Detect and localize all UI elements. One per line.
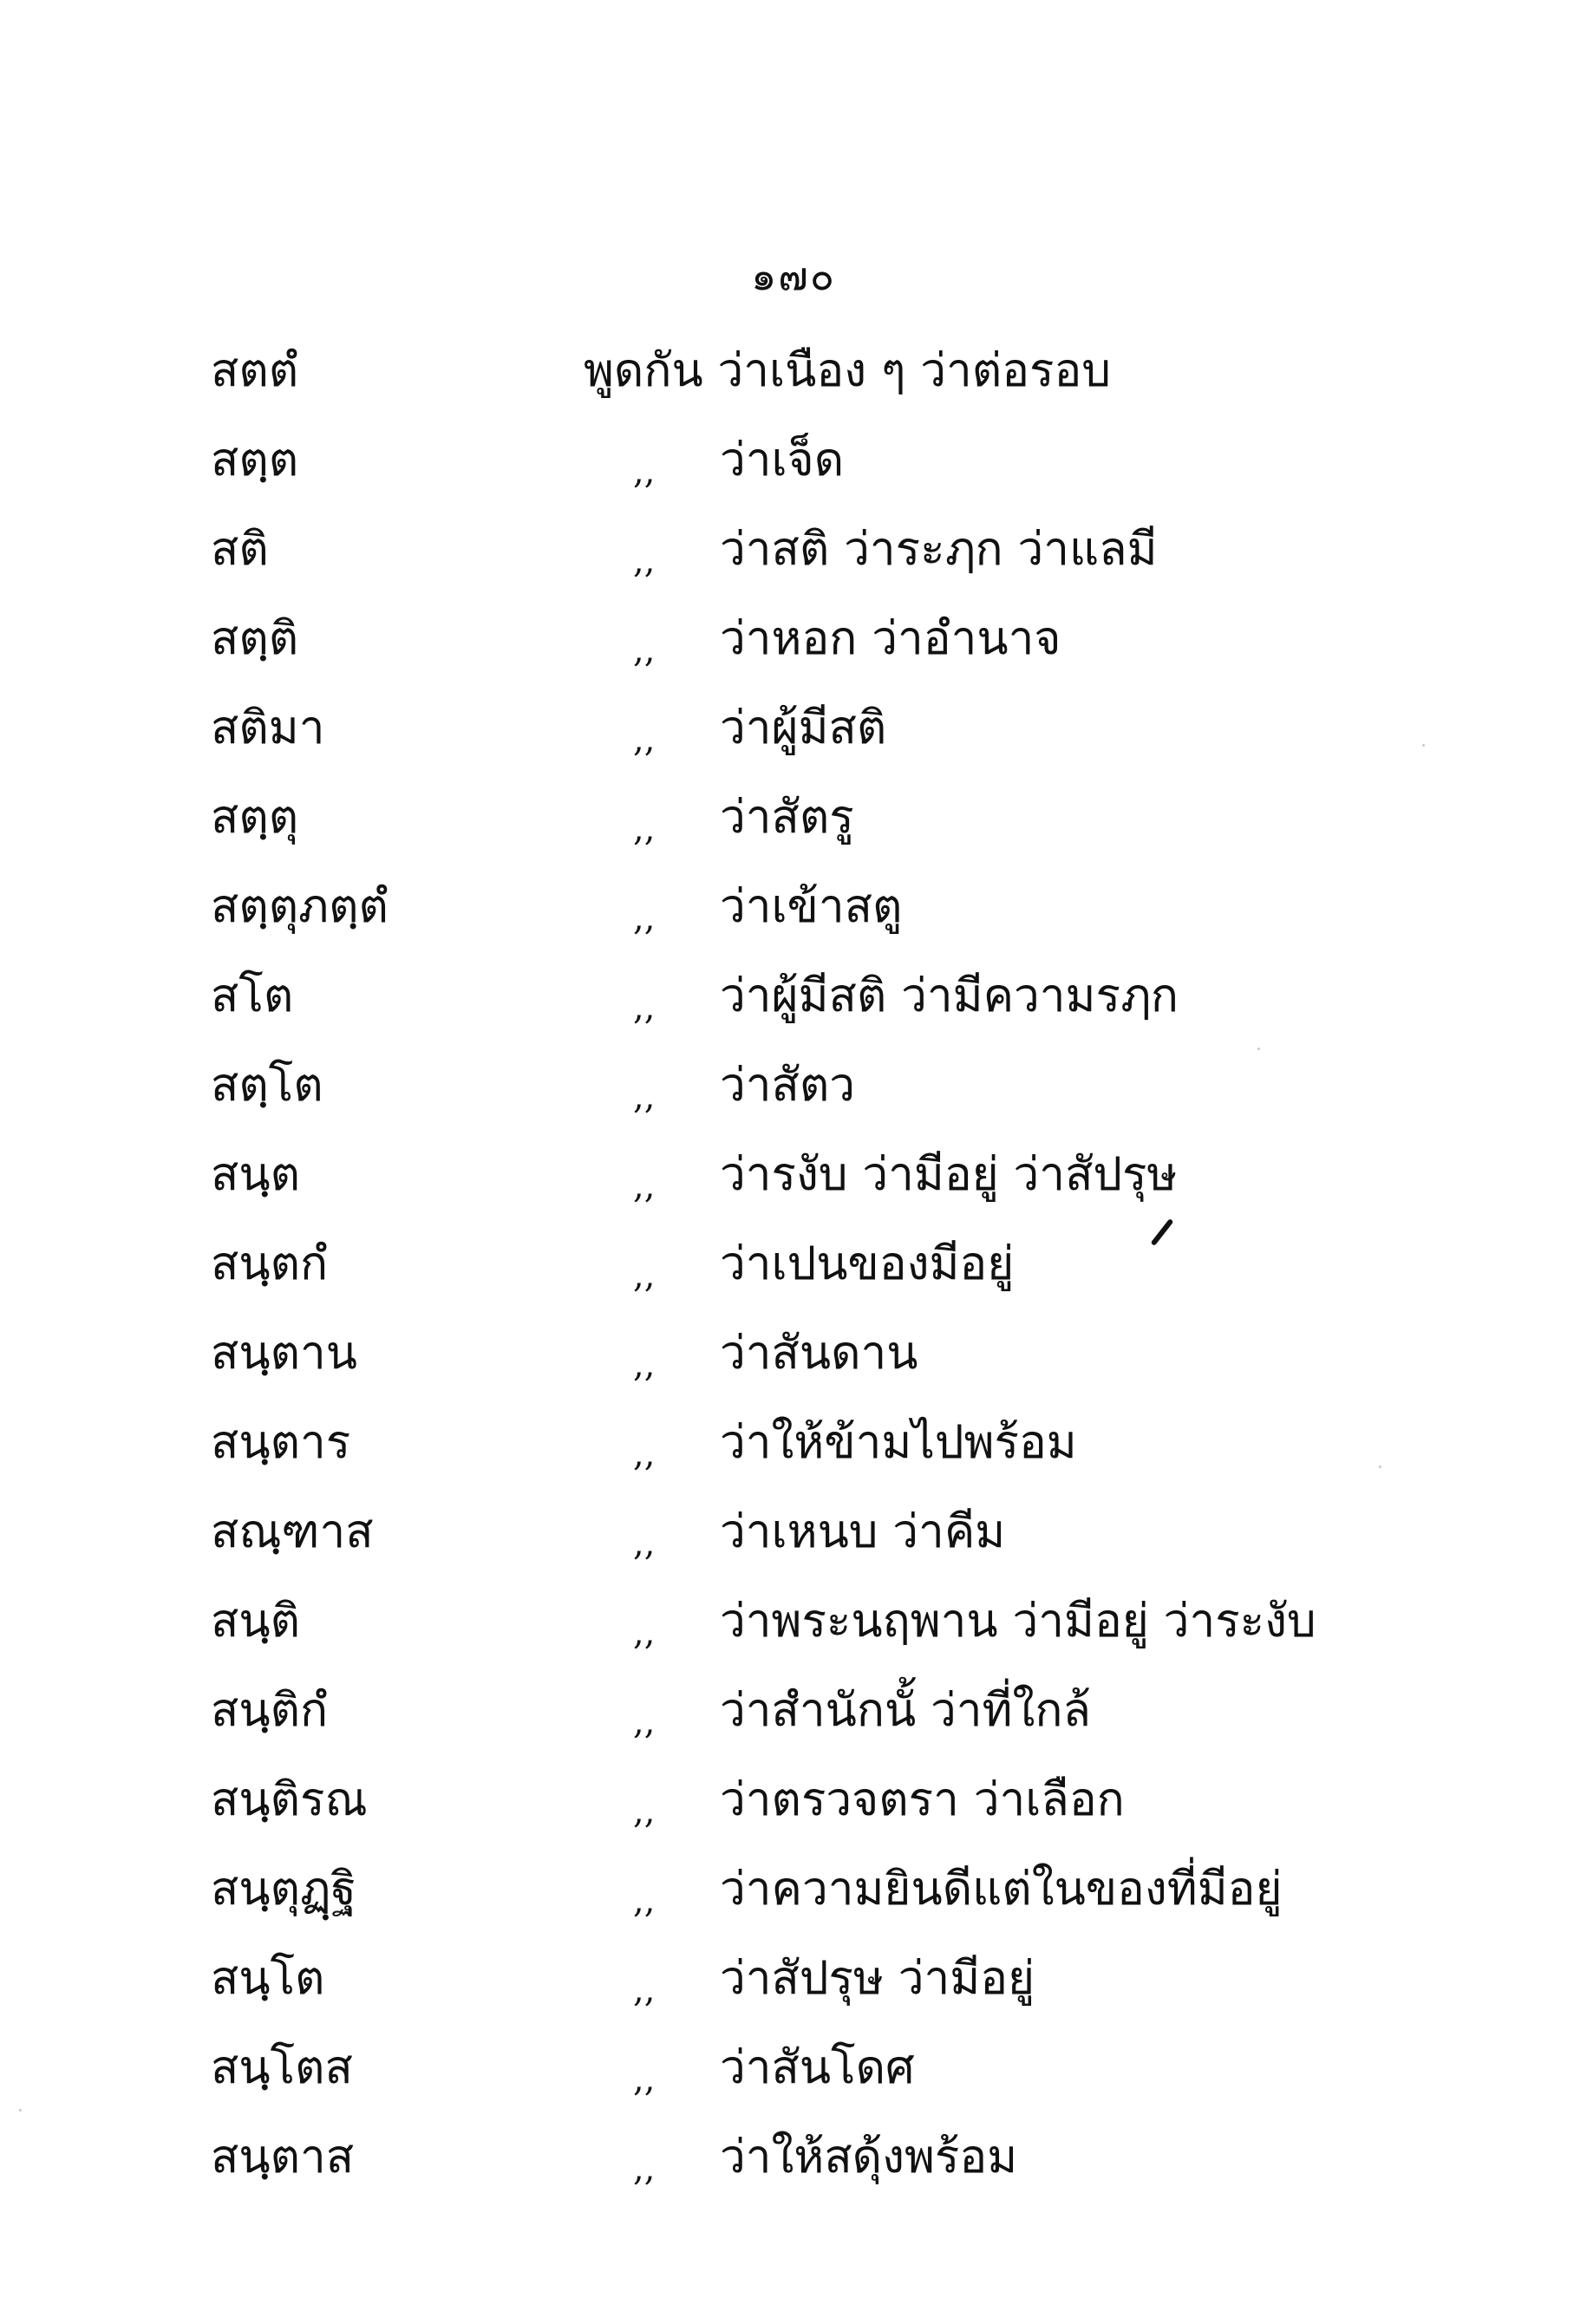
entry-term: สนฺโต	[211, 1952, 325, 2005]
entry-definition: ว่าความยินดีแต่ในของที่มีอยู่	[720, 1863, 1283, 1916]
page-number: ๑๗๐	[751, 252, 836, 299]
entry-definition: ว่าสติ ว่าระฦก ว่าแลมี	[720, 523, 1158, 576]
ditto-mark: ,,	[633, 2060, 656, 2099]
dictionary-entry	[0, 1309, 1587, 1398]
dictionary-entry	[0, 1041, 1587, 1130]
scan-speck	[1422, 744, 1425, 747]
ditto-mark: ,,	[633, 1077, 656, 1117]
entry-definition: ว่าพระนฤพาน ว่ามีอยู่ ว่าระงับ	[720, 1595, 1316, 1648]
entry-term: สตฺตุภตฺตํ	[211, 880, 389, 933]
entry-term: สตฺตุ	[211, 791, 299, 844]
dictionary-entry	[0, 951, 1587, 1041]
entry-term: สนฺตาส	[211, 2131, 355, 2184]
dictionary-entry	[0, 1666, 1587, 1755]
entry-definition: ว่าสัตรู	[720, 791, 854, 844]
entry-definition: ว่าผู้มีสติ	[720, 702, 887, 754]
ditto-mark: ,,	[633, 1970, 656, 2010]
dictionary-entry	[0, 1844, 1587, 1934]
ditto-mark: ,,	[633, 809, 656, 849]
entry-term: สณฺฑาส	[211, 1505, 374, 1558]
scan-speck	[19, 2109, 22, 2112]
dictionary-entry	[0, 773, 1587, 862]
entry-term: สโต	[211, 969, 294, 1022]
ditto-mark: ,,	[633, 1881, 656, 1921]
entry-definition: พูดกัน ว่าเนือง ๆ ว่าต่อรอบ	[584, 344, 1111, 397]
entry-definition: ว่าเหนบ ว่าคีม	[720, 1505, 1006, 1558]
entry-definition: ว่าสัตว	[720, 1059, 856, 1112]
ditto-mark: ,,	[633, 541, 656, 581]
entry-term: สตฺโต	[211, 1059, 323, 1112]
entry-definition: ว่าสันโดศ	[720, 2041, 915, 2094]
ditto-mark: ,,	[633, 898, 656, 938]
ditto-mark: ,,	[633, 1256, 656, 1296]
dictionary-entry	[0, 683, 1587, 773]
dictionary-entry	[0, 2112, 1587, 2202]
ditto-mark: ,,	[633, 1702, 656, 1742]
ditto-mark: ,,	[633, 1345, 656, 1385]
ditto-mark: ,,	[633, 2149, 656, 2189]
ditto-mark: ,,	[633, 1166, 656, 1206]
dictionary-entry	[0, 415, 1587, 505]
dictionary-entry	[0, 594, 1587, 683]
ditto-mark: ,,	[633, 1524, 656, 1563]
dictionary-entry	[0, 1398, 1587, 1487]
dictionary-entry	[0, 1577, 1587, 1666]
ditto-mark: ,,	[633, 988, 656, 1028]
entry-term: สนฺติรณ	[211, 1773, 368, 1826]
dictionary-entry	[0, 1755, 1587, 1844]
dictionary-entry	[0, 1487, 1587, 1577]
entry-definition: ว่าเปนของมีอยู่	[720, 1237, 1015, 1290]
entry-definition: ว่าสัปรุษ ว่ามีอยู่	[720, 1952, 1035, 2005]
scan-speck	[1257, 1048, 1260, 1050]
ditto-mark: ,,	[633, 452, 656, 492]
dictionary-entry	[0, 1934, 1587, 2023]
entry-term: สติมา	[211, 702, 325, 754]
scan-speck	[1379, 1466, 1381, 1468]
entry-term: สนฺโตส	[211, 2041, 353, 2094]
entry-list	[0, 326, 1587, 2202]
entry-term: สนฺตาน	[211, 1327, 357, 1380]
entry-definition: ว่าให้ข้ามไปพร้อม	[720, 1416, 1077, 1469]
entry-definition: ว่าเข้าสตู	[720, 880, 903, 933]
entry-term: สตฺต	[211, 434, 299, 486]
entry-definition: ว่าตรวจตรา ว่าเลือก	[720, 1773, 1125, 1826]
entry-term: สติ	[211, 523, 269, 576]
entry-term: สตฺติ	[211, 612, 299, 665]
dictionary-entry	[0, 1219, 1587, 1309]
dictionary-entry	[0, 1130, 1587, 1219]
entry-definition: ว่าหอก ว่าอำนาจ	[720, 612, 1061, 665]
ditto-mark: ,,	[633, 720, 656, 760]
entry-term: สตตํ	[211, 344, 299, 397]
entry-term: สนฺตกํ	[211, 1237, 329, 1290]
entry-definition: ว่าผู้มีสติ ว่ามีความรฦก	[720, 969, 1179, 1022]
ditto-mark: ,,	[633, 1434, 656, 1474]
ditto-mark: ,,	[633, 1613, 656, 1653]
entry-definition: ว่าสำนักนั้ ว่าที่ใกล้	[720, 1684, 1091, 1737]
dictionary-entry	[0, 326, 1587, 415]
entry-term: สนฺติ	[211, 1595, 300, 1648]
entry-definition: ว่าสันดาน	[720, 1327, 918, 1380]
entry-definition: ว่าให้สดุ้งพร้อม	[720, 2131, 1018, 2184]
entry-term: สนฺต	[211, 1148, 300, 1201]
dictionary-entry	[0, 862, 1587, 951]
entry-term: สนฺติกํ	[211, 1684, 329, 1737]
ditto-mark: ,,	[633, 630, 656, 670]
entry-term: สนฺตุฏฺฐิ	[211, 1863, 356, 1916]
entry-term: สนฺตาร	[211, 1416, 351, 1469]
dictionary-entry	[0, 2023, 1587, 2112]
entry-definition: ว่ารงับ ว่ามีอยู่ ว่าสัปรุษ	[720, 1148, 1178, 1201]
ditto-mark: ,,	[633, 1792, 656, 1831]
dictionary-entry	[0, 505, 1587, 594]
entry-definition: ว่าเจ็ด	[720, 434, 845, 486]
